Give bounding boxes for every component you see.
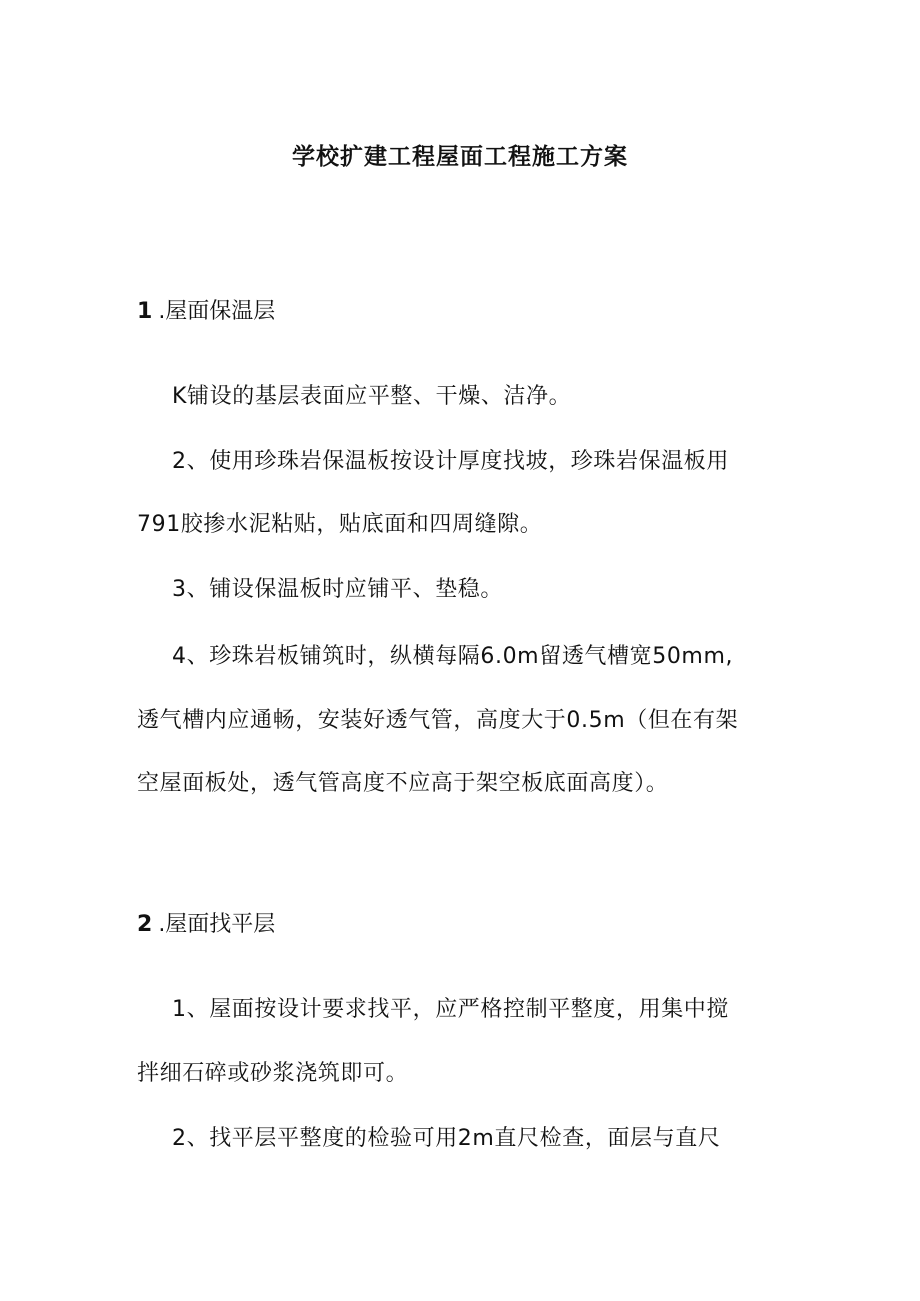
section-title: .屋面保温层 — [158, 299, 276, 324]
section-number: 2 — [137, 912, 153, 937]
paragraph-line: 3、铺设保温板时应铺平、垫稳。 — [172, 577, 503, 602]
paragraph-line: 拌细石碎或砂浆浇筑即可。 — [137, 1061, 409, 1086]
section-number: 1 — [137, 299, 153, 324]
paragraph-line: 2、找平层平整度的检验可用2m直尺检查，面层与直尺 — [172, 1126, 721, 1151]
paragraph-line: 空屋面板处，透气管高度不应高于架空板底面高度）。 — [137, 771, 669, 796]
paragraph-line: 791胶掺水泥粘贴，贴底面和四周缝隙。 — [137, 512, 543, 537]
section-title: .屋面找平层 — [158, 912, 276, 937]
document-title: 学校扩建工程屋面工程施工方案 — [292, 144, 628, 170]
section-heading-1 — [137, 295, 275, 329]
section-heading-2 — [137, 908, 275, 942]
paragraph-line: 4、珍珠岩板铺筑时，纵横每隔6.0m留透气槽宽50mm, — [172, 644, 734, 669]
paragraph-line: K铺设的基层表面应平整、干燥、洁净。 — [172, 384, 572, 409]
paragraph-line: 1、屋面按设计要求找平，应严格控制平整度，用集中搅 — [172, 997, 729, 1022]
paragraph-line: 2、使用珍珠岩保温板按设计厚度找坡，珍珠岩保温板用 — [172, 449, 729, 474]
paragraph-line: 透气槽内应通畅，安装好透气管，高度大于0.5m（但在有架 — [137, 708, 739, 733]
